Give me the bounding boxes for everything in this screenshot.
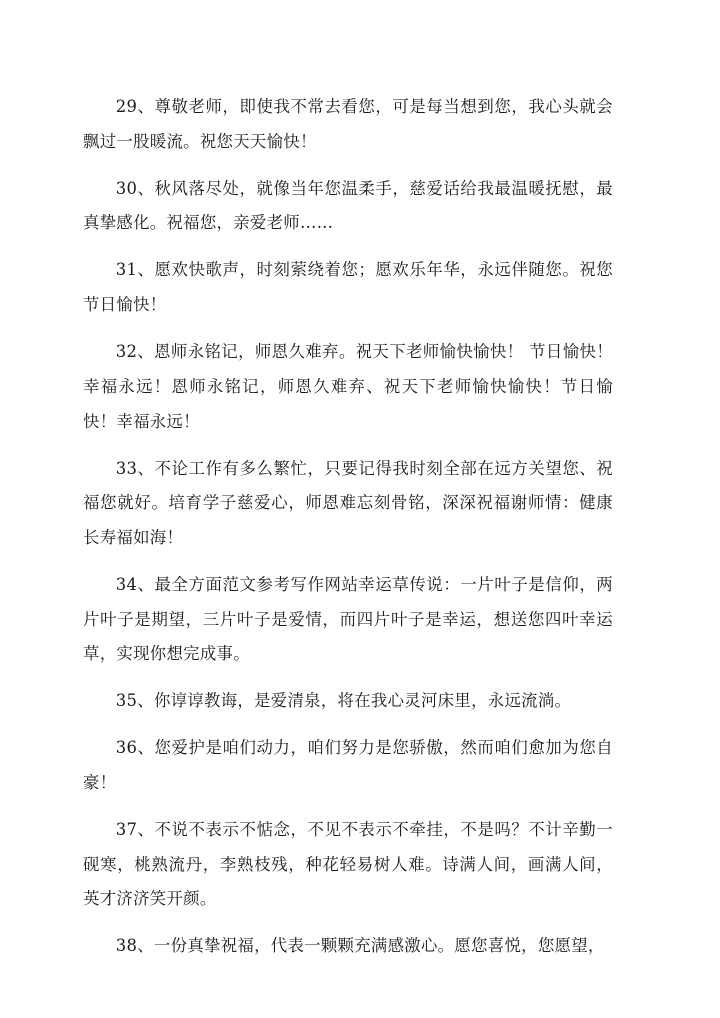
paragraph-35: 35、你谆谆教诲，是爱清泉，将在我心灵河床里，永远流淌。: [115, 691, 572, 711]
paragraph-37: 37、不说不表示不惦念，不见不表示不牵挂，不是吗？不计辛勤一砚寒，桃熟流丹，李熟枝残，种花轻易树人难。诗满人间，画满人间，英才济济笑开颜。: [83, 820, 613, 909]
paragraph-34: 34、最全方面范文参考写作网站幸运草传说：一片叶子是信仰，两片叶子是期望，三片叶子是爱情，而四片叶子是幸运，想送您四叶幸运草，实现你想完成事。: [83, 574, 613, 664]
document-body: [83, 90, 613, 976]
paragraph-36: 36、您爱护是咱们动力，咱们努力是您骄傲，然而咱们愈加为您自豪！: [83, 738, 613, 793]
paragraph-38: 38、一份真挚祝福，代表一颗颗充满感激心。愿您喜悦，您愿望，: [115, 936, 605, 956]
paragraph-31: 31、愿欢快歌声，时刻萦绕着您；愿欢乐年华，永远伴随您。祝您节日愉快！: [83, 260, 613, 315]
paragraph-30: 30、秋风落尽处，就像当年您温柔手，慈爱话给我最温暖抚慰，最真挚感化。祝福您，亲爱老师……: [83, 178, 613, 233]
paragraph-33: 33、不论工作有多么繁忙，只要记得我时刻全部在远方关望您、祝福您就好。培育学子慈爱心，师恩难忘刻骨铭，深深祝福谢师情：健康长寿福如海！: [83, 458, 613, 547]
paragraph-29: 29、尊敬老师，即使我不常去看您，可是每当想到您，我心头就会飘过一股暖流。祝您天天愉快！: [83, 97, 613, 151]
paragraph-32: 32、恩师永铭记，师恩久难弃。祝天下老师愉快愉快！ 节日愉快！幸福永远！恩师永铭记，师恩久难弃、祝天下老师愉快愉快！节日愉快！幸福永远！: [83, 342, 613, 431]
